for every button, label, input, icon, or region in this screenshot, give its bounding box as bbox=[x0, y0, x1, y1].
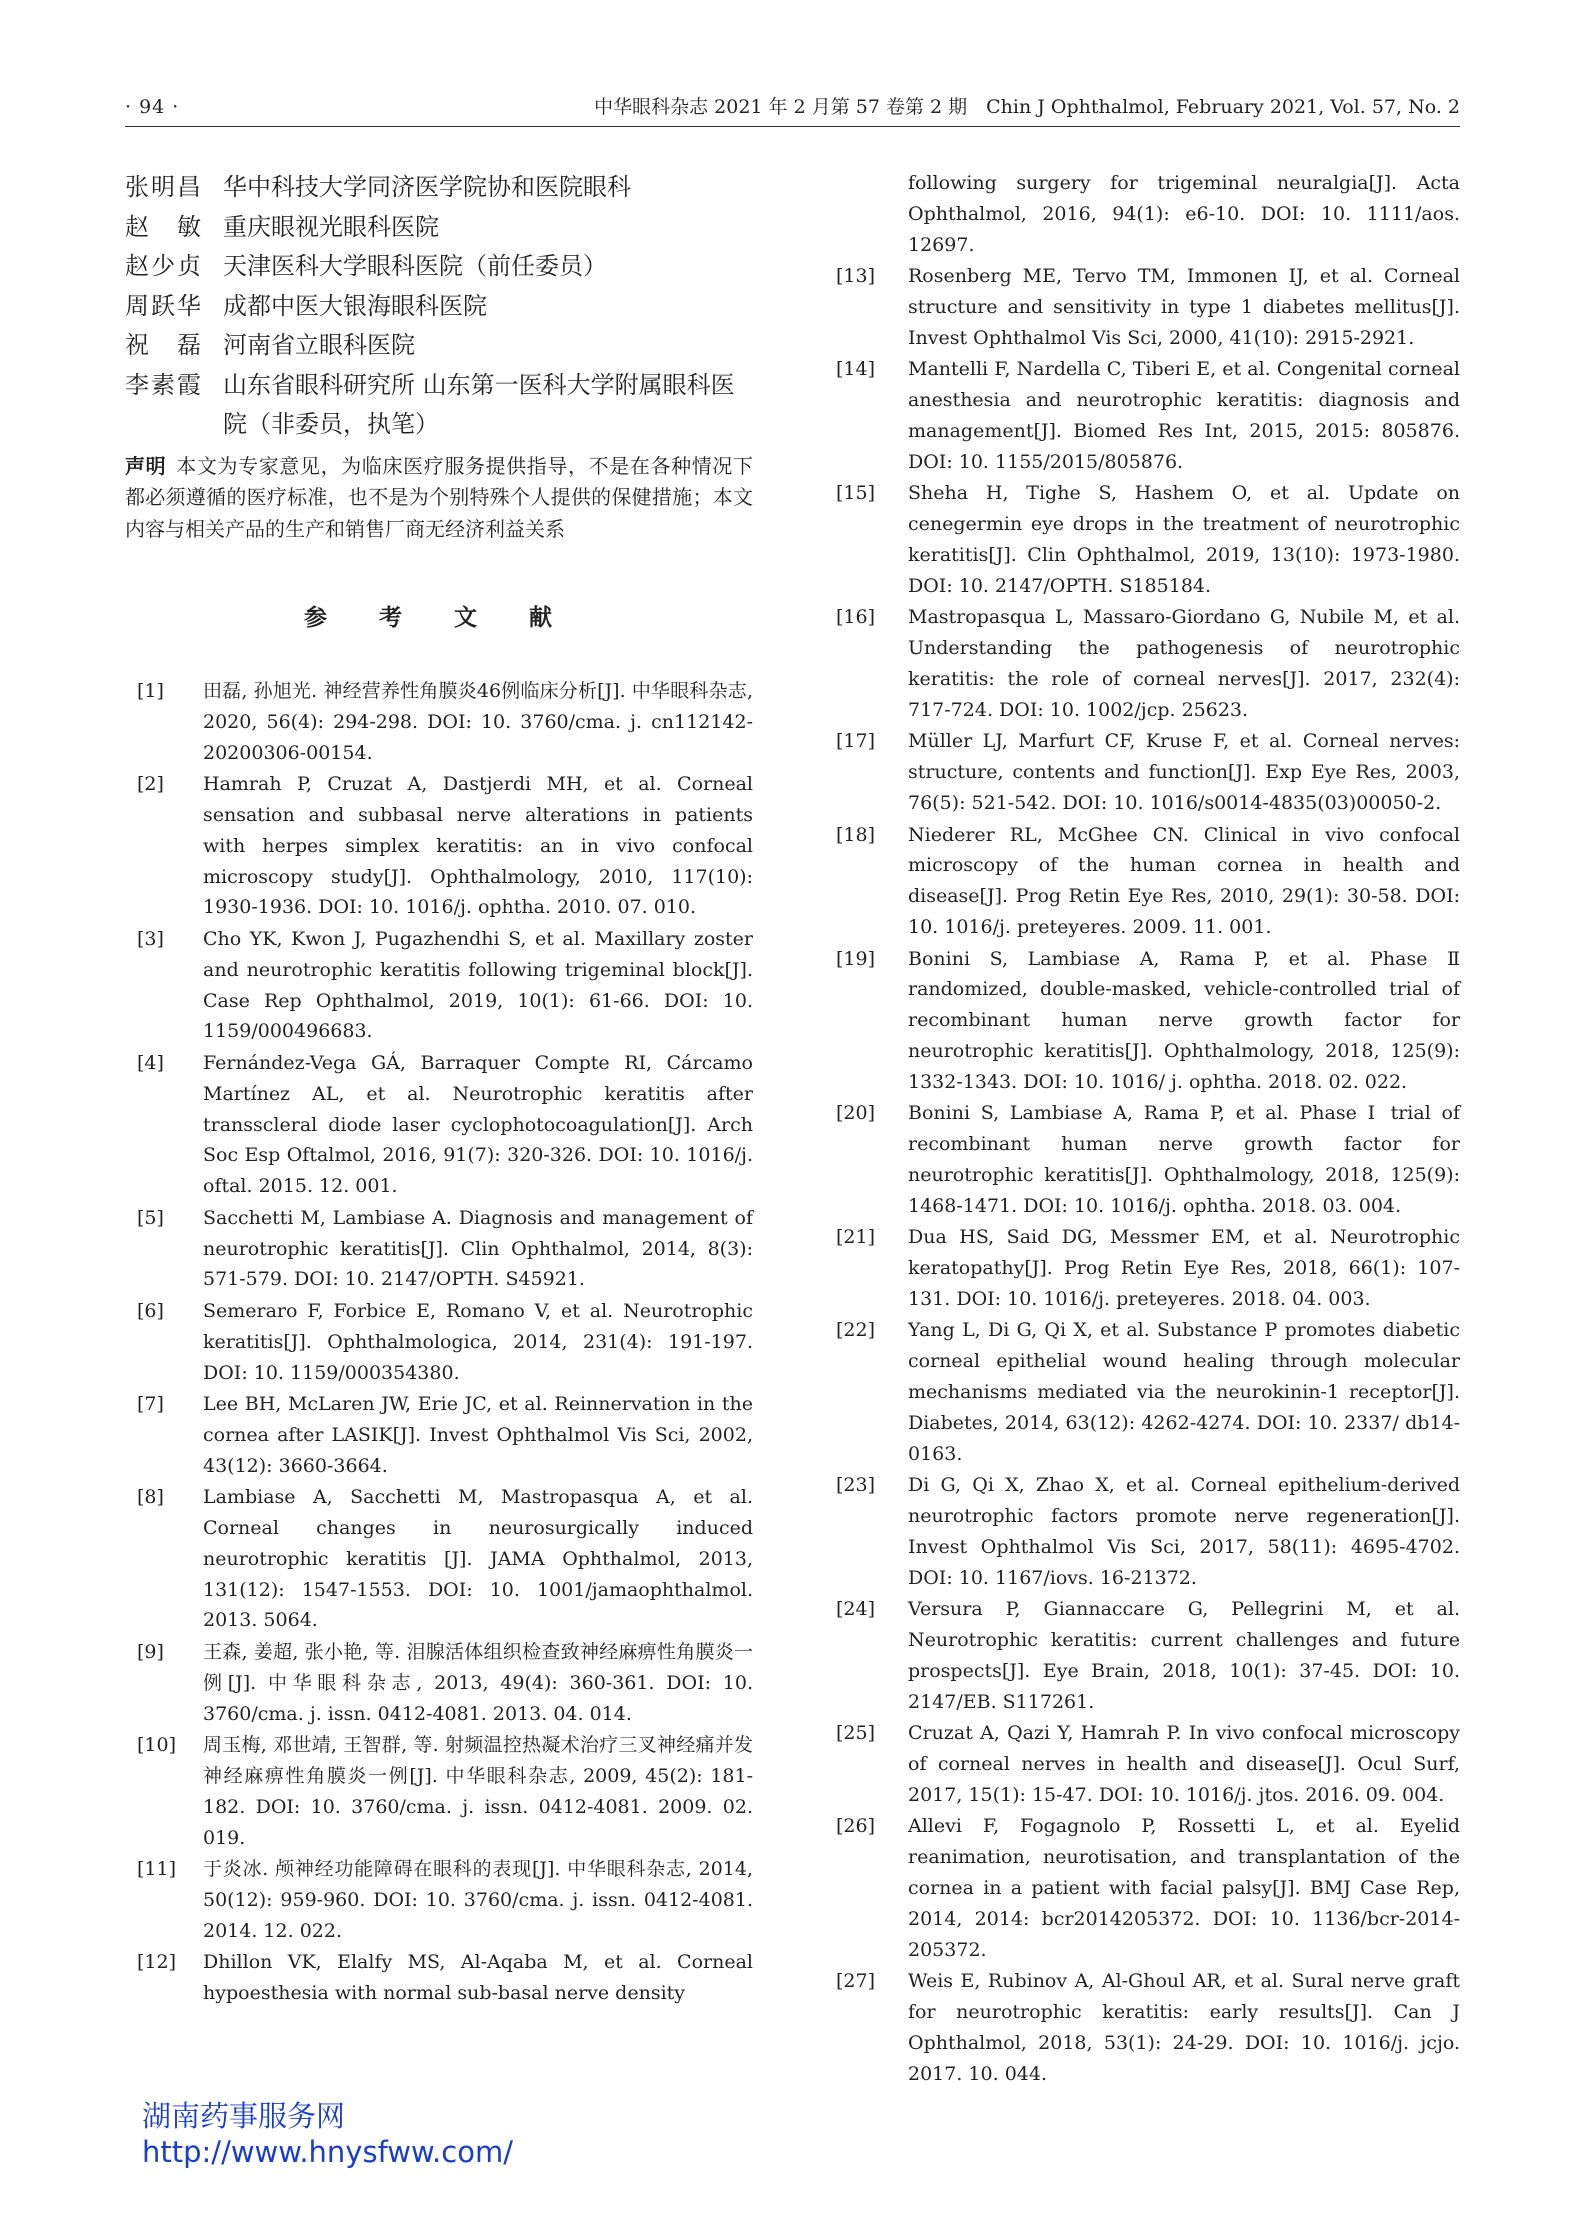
reference-number: [4] bbox=[137, 1051, 164, 1074]
member-row bbox=[125, 287, 753, 327]
member-row bbox=[125, 247, 753, 287]
member-name: 赵少贞 bbox=[125, 252, 203, 280]
member-row bbox=[125, 366, 753, 445]
reference-number: [23] bbox=[836, 1474, 876, 1497]
reference-number: [9] bbox=[137, 1641, 164, 1664]
reference-number: [26] bbox=[836, 1815, 876, 1838]
reference-number: [25] bbox=[836, 1722, 876, 1745]
reference-item bbox=[836, 261, 1460, 353]
reference-number: [22] bbox=[836, 1319, 876, 1342]
reference-item bbox=[125, 924, 753, 1047]
member-org: 天津医科大学眼科医院（前任委员） bbox=[223, 252, 607, 280]
reference-text: Cho YK, Kwon J, Pugazhendhi S, et al. Maxillary zoster and neurotrophic keratitis following trigeminal block[J]. Case Rep Ophthalmol, 2019, 10(1): 61-66. DOI: 10. 1159/000496683. bbox=[203, 927, 753, 1043]
member-row bbox=[125, 168, 753, 208]
reference-number: [3] bbox=[137, 927, 164, 950]
reference-number: [13] bbox=[836, 265, 876, 288]
reference-number: [20] bbox=[836, 1102, 876, 1125]
member-row bbox=[125, 326, 753, 366]
reference-item bbox=[125, 1389, 753, 1481]
reference-text: Lambiase A, Sacchetti M, Mastropasqua A, et al. Corneal changes in neurosurgically induced neurotrophic keratitis [J]. JAMA Ophthalmol, 2013, 131(12): 1547-1553. DOI: 10. 1001/jamaophthalmol. 2013. 5064. bbox=[203, 1486, 753, 1632]
reference-number: [17] bbox=[836, 730, 876, 753]
reference-text: 周玉梅, 邓世靖, 王智群, 等. 射频温控热凝术治疗三叉神经痛并发神经麻痹性角膜炎一例[J]. 中华眼科杂志, 2009, 45(2): 181-182. DOI: 10. 3760/cma. j. issn. 0412-4081. 2009. 02. 019. bbox=[203, 1734, 753, 1849]
member-name: 张明昌 bbox=[125, 173, 203, 201]
reference-list-right bbox=[836, 261, 1460, 2089]
member-name: 周跃华 bbox=[125, 291, 203, 320]
reference-number: [18] bbox=[836, 823, 876, 846]
reference-text: Mantelli F, Nardella C, Tiberi E, et al. Congenital corneal anesthesia and neurotrophic keratitis: diagnosis and management[J]. Biomed Res Int, 2015, 2015: 805876. DOI: 10. 1155/2015/805876. bbox=[908, 358, 1460, 473]
reference-text: Dua HS, Said DG, Messmer EM, et al. Neurotrophic keratopathy[J]. Prog Retin Eye Res, 2018, 66(1): 107-131. DOI: 10. 1016/j. preteyeres. 2018. 04. 003. bbox=[908, 1226, 1460, 1310]
reference-text: Sheha H, Tighe S, Hashem O, et al. Update on cenegermin eye drops in the treatment of neurotrophic keratitis[J]. Clin Ophthalmol, 2019, 13(10): 1973-1980. DOI: 10. 2147/OPTH. S185184. bbox=[908, 482, 1460, 597]
site-watermark bbox=[142, 2098, 513, 2170]
reference-item bbox=[125, 676, 753, 768]
reference-number: [14] bbox=[836, 358, 876, 381]
reference-item bbox=[836, 726, 1460, 818]
reference-item bbox=[836, 820, 1460, 943]
reference-text: Semeraro F, Forbice E, Romano V, et al. Neurotrophic keratitis[J]. Ophthalmologica, 2014, 231(4): 191-197. DOI: 10. 1159/000354380. bbox=[203, 1299, 753, 1384]
reference-item bbox=[125, 1947, 753, 2009]
reference-text: Fernández-Vega GÁ, Barraquer Compte RI, Cárcamo Martínez AL, et al. Neurotrophic keratitis after transscleral diode laser cyclophotocoagulation[J]. Arch Soc Esp Oftalmol, 2016, 91(7): 320-326. DOI: 10. 1016/j. oftal. 2015. 12. 001. bbox=[203, 1051, 753, 1198]
reference-text: Niederer RL, McGhee CN. Clinical in vivo confocal microscopy of the human cornea in health and disease[J]. Prog Retin Eye Res, 2010, 29(1): 30-58. DOI: 10. 1016/j. preteyeres. 2009. 11. 001. bbox=[908, 823, 1460, 938]
reference-number: [24] bbox=[836, 1598, 876, 1621]
reference-text: Allevi F, Fogagnolo P, Rossetti L, et al. Eyelid reanimation, neurotisation, and transplantation of the cornea in a patient with facial palsy[J]. BMJ Case Rep, 2014, 2014: bcr2014205372. DOI: 10. 1136/bcr-2014-205372. bbox=[908, 1815, 1460, 1961]
committee-members bbox=[125, 168, 753, 445]
member-row bbox=[125, 208, 753, 248]
reference-text: Di G, Qi X, Zhao X, et al. Corneal epithelium-derived neurotrophic factors promote nerve regeneration[J]. Invest Ophthalmol Vis Sci, 2017, 58(11): 4695-4702. DOI: 10. 1167/iovs. 16-21372. bbox=[908, 1474, 1460, 1589]
statement-text: 本文为专家意见，为临床医疗服务提供指导，不是在各种情况下都必须遵循的医疗标准，也不是为个别特殊个人提供的保健措施；本文内容与相关产品的生产和销售厂商无经济利益关系 bbox=[125, 453, 754, 541]
reference-item bbox=[836, 944, 1460, 1098]
reference-text: 王森, 姜超, 张小艳, 等. 泪腺活体组织检查致神经麻痹性角膜炎一例[J]. 中华眼科杂志, 2013, 49(4): 360-361. DOI: 10. 3760/cma. j. issn. 0412-4081. 2013. 04. 014. bbox=[203, 1641, 753, 1725]
member-org: 重庆眼视光眼科医院 bbox=[223, 212, 439, 241]
member-org: 山东省眼科研究所 山东第一医科大学附属眼科医院（非委员，执笔） bbox=[223, 370, 735, 438]
reference-text: Bonini S, Lambiase A, Rama P, et al. Phase Ⅰ trial of recombinant human nerve growth factor for neurotrophic keratitis[J]. Ophthalmology, 2018, 125(9): 1468-1471. DOI: 10. 1016/j. ophtha. 2018. 03. 004. bbox=[908, 1102, 1460, 1217]
reference-number: [2] bbox=[137, 773, 164, 796]
reference-text: Bonini S, Lambiase A, Rama P, et al. Phase Ⅱ randomized, double-masked, vehicle-controlled trial of recombinant human nerve growth factor for neurotrophic keratitis[J]. Ophthalmology, 2018, 125(9): 1332-1343. DOI: 10. 1016/ j. ophtha. 2018. 02. 022. bbox=[908, 947, 1460, 1093]
reference-item bbox=[125, 1203, 753, 1295]
member-name: 祝 磊 bbox=[125, 331, 203, 359]
reference-item bbox=[125, 1482, 753, 1636]
watermark-site-name: 湖南药事服务网 bbox=[142, 2099, 346, 2133]
statement-paragraph bbox=[125, 451, 753, 546]
reference-number: [11] bbox=[137, 1858, 177, 1881]
references-heading: 参 考 文 献 bbox=[303, 604, 575, 631]
reference-item bbox=[836, 1470, 1460, 1593]
reference-item bbox=[836, 1098, 1460, 1221]
reference-number: [12] bbox=[137, 1951, 177, 1974]
reference-continuation: following surgery for trigeminal neuralgia[J]. Acta Ophthalmol, 2016, 94(1): e6-10. DOI: 10. 1111/aos. 12697. bbox=[908, 172, 1460, 256]
reference-text: Dhillon VK, Elalfy MS, Al-Aqaba M, et al. Corneal hypoesthesia with normal sub-basal nerve density bbox=[203, 1951, 753, 2005]
member-name: 赵 敏 bbox=[125, 212, 203, 241]
reference-number: [27] bbox=[836, 1970, 876, 1993]
reference-item bbox=[836, 1594, 1460, 1717]
reference-number: [7] bbox=[137, 1393, 164, 1416]
reference-text: Hamrah P, Cruzat A, Dastjerdi MH, et al. Corneal sensation and subbasal nerve alterations in patients with herpes simplex keratitis: an in vivo confocal microscopy study[J]. Ophthalmology, 2010, 117(10): 1930-1936. DOI: 10. 1016/j. ophtha. 2010. 07. 010. bbox=[203, 773, 753, 919]
reference-item bbox=[125, 1730, 753, 1853]
reference-text: Mastropasqua L, Massaro-Giordano G, Nubile M, et al. Understanding the pathogenesis of neurotrophic keratitis: the role of corneal nerves[J]. 2017, 232(4): 717-724. DOI: 10. 1002/jcp. 25623. bbox=[908, 606, 1460, 721]
reference-text: Müller LJ, Marfurt CF, Kruse F, et al. Corneal nerves: structure, contents and function[J]. Exp Eye Res, 2003, 76(5): 521-542. DOI: 10. 1016/s0014-4835(03)00050-2. bbox=[908, 730, 1460, 814]
reference-item bbox=[836, 478, 1460, 601]
reference-number: [16] bbox=[836, 606, 876, 629]
reference-item bbox=[836, 354, 1460, 477]
reference-text: Cruzat A, Qazi Y, Hamrah P. In vivo confocal microscopy of corneal nerves in health and disease[J]. Ocul Surf, 2017, 15(1): 15-47. DOI: 10. 1016/j. jtos. 2016. 09. 004. bbox=[908, 1722, 1460, 1806]
reference-text: Versura P, Giannaccare G, Pellegrini M, et al. Neurotrophic keratitis: current challenges and future prospects[J]. Eye Brain, 2018, 10(1): 37-45. DOI: 10. 2147/EB. S117261. bbox=[908, 1598, 1460, 1713]
reference-number: [1] bbox=[137, 680, 164, 702]
reference-number: [21] bbox=[836, 1226, 876, 1249]
page-number: · 94 · bbox=[125, 96, 180, 118]
reference-item bbox=[125, 1296, 753, 1388]
reference-item bbox=[836, 1966, 1460, 2089]
reference-item bbox=[125, 769, 753, 923]
reference-text: Rosenberg ME, Tervo TM, Immonen IJ, et al. Corneal structure and sensitivity in type 1 diabetes mellitus[J]. Invest Ophthalmol Vis Sci, 2000, 41(10): 2915-2921. bbox=[908, 265, 1460, 349]
reference-number: [10] bbox=[137, 1734, 177, 1757]
reference-item bbox=[836, 1315, 1460, 1469]
right-column bbox=[836, 168, 1460, 2090]
reference-text: Sacchetti M, Lambiase A. Diagnosis and management of neurotrophic keratitis[J]. Clin Ophthalmol, 2014, 8(3): 571-579. DOI: 10. 2147/OPTH. S45921. bbox=[203, 1206, 753, 1291]
reference-item bbox=[836, 1811, 1460, 1965]
reference-number: [15] bbox=[836, 482, 876, 505]
statement-title: 声明 bbox=[125, 453, 167, 478]
reference-item bbox=[836, 602, 1460, 725]
member-org: 华中科技大学同济医学院协和医院眼科 bbox=[223, 173, 631, 201]
member-name: 李素霞 bbox=[125, 370, 203, 399]
reference-number: [5] bbox=[137, 1206, 164, 1229]
reference-number: [8] bbox=[137, 1486, 164, 1509]
left-column bbox=[125, 168, 753, 2010]
reference-number: [6] bbox=[137, 1299, 164, 1322]
reference-text: 田磊, 孙旭光. 神经营养性角膜炎46例临床分析[J]. 中华眼科杂志, 2020, 56(4): 294-298. DOI: 10. 3760/cma. j. cn112142-20200306-00154. bbox=[203, 680, 753, 764]
reference-list-left bbox=[125, 676, 753, 2009]
member-org: 成都中医大银海眼科医院 bbox=[223, 291, 487, 320]
reference-text: Yang L, Di G, Qi X, et al. Substance P promotes diabetic corneal epithelial wound healing through molecular mechanisms mediated via the neurokinin-1 receptor[J]. Diabetes, 2014, 63(12): 4262-4274. DOI: 10. 2337/ db14-0163. bbox=[908, 1319, 1460, 1465]
member-org: 河南省立眼科医院 bbox=[223, 331, 415, 359]
reference-number: [19] bbox=[836, 947, 876, 970]
watermark-url: http://www.hnysfww.com/ bbox=[142, 2135, 513, 2169]
journal-citation: 中华眼科杂志 2021 年 2 月第 57 卷第 2 期 Chin J Ophthalmol, February 2021, Vol. 57, No. 2 bbox=[594, 96, 1460, 118]
reference-text: Lee BH, McLaren JW, Erie JC, et al. Reinnervation in the cornea after LASIK[J]. Invest Ophthalmol Vis Sci, 2002, 43(12): 3660-3664. bbox=[203, 1393, 753, 1477]
page-header bbox=[125, 92, 1460, 127]
reference-text: Weis E, Rubinov A, Al-Ghoul AR, et al. Sural nerve graft for neurotrophic keratitis: early results[J]. Can J Ophthalmol, 2018, 53(1): 24-29. DOI: 10. 1016/j. jcjo. 2017. 10. 044. bbox=[908, 1970, 1460, 2085]
reference-item bbox=[125, 1854, 753, 1946]
reference-item bbox=[125, 1048, 753, 1202]
reference-text: 于炎冰. 颅神经功能障碍在眼科的表现[J]. 中华眼科杂志, 2014, 50(12): 959-960. DOI: 10. 3760/cma. j. issn. 0412-4081. 2014. 12. 022. bbox=[203, 1858, 753, 1942]
reference-item bbox=[836, 1718, 1460, 1810]
reference-item bbox=[836, 1222, 1460, 1314]
reference-item bbox=[125, 1637, 753, 1729]
